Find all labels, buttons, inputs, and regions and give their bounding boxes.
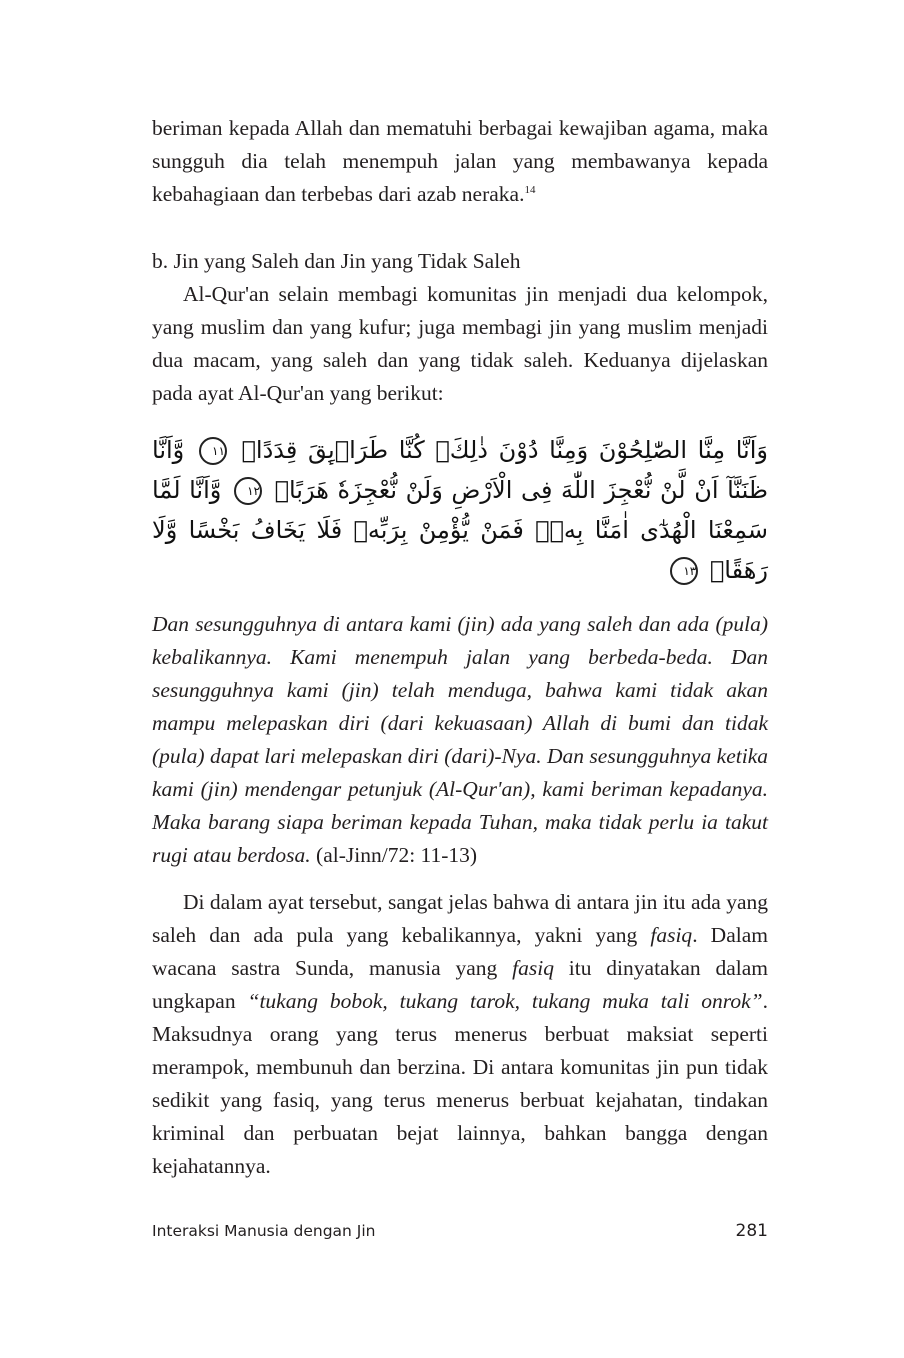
- verse-translation: [152, 608, 768, 872]
- section-paragraph: Al-Qur'an selain membagi komunitas jin menjadi dua kelompok, yang muslim dan yang kufur; juga membagi jin yang muslim menjadi dua macam, yang saleh dan yang tidak saleh. Keduanya dijelaskan pada ayat Al-Qur'an yang berikut:: [152, 282, 768, 405]
- intro-text: beriman kepada Allah dan mematuhi berbagai kewajiban agama, maka sungguh dia telah menempuh jalan yang membawanya kepada kebahagiaan dan terbebas dari azab neraka.: [152, 116, 768, 206]
- arabic-verse-13: وَّاَنَّا لَمَّا سَمِعْنَا الْهُدٰٓى اٰمَنَّا بِهٖۗ فَمَنْ يُّؤْمِنْ بِرَبِّهٖ فَلَا يَخَافُ بَخْسًا وَّلَا رَهَقًاۖ: [152, 476, 768, 584]
- section-heading: b. Jin yang Saleh dan Jin yang Tidak Saleh: [152, 249, 521, 273]
- body-part-3: itu dinyatakan dalam ungkapan: [152, 956, 768, 1013]
- arabic-verse-12: وَّاَنَّا ظَنَنَّآ اَنْ لَّنْ نُّعْجِزَ اللّٰهَ فِى الْاَرْضِ وَلَنْ نُّعْجِزَهٗ هَرَبًاۖ: [152, 436, 768, 504]
- body-part-1: Di dalam ayat tersebut, sangat jelas bahwa di antara jin itu ada yang saleh dan ada pula yang kebalikannya, yakni yang: [152, 890, 768, 947]
- body-part-2: . Dalam wacana sastra Sunda, manusia yang: [152, 923, 768, 980]
- footnote-ref[interactable]: 14: [524, 184, 536, 196]
- body-part-4: . Maksudnya orang yang terus menerus berbuat maksiat seperti merampok, membunuh dan berzina. Di antara komunitas jin pun tidak sedikit yang fasiq, yang terus menerus berbuat kejahatan, tindakan kriminal dan perbuatan bejat lainnya, bahkan bangga dengan kejahatannya.: [152, 989, 768, 1178]
- verse-citation: (al-Jinn/72: 11-13): [316, 843, 478, 867]
- ayah-marker-13: ١٣: [670, 557, 698, 585]
- page-number: 281: [735, 1221, 768, 1241]
- translation-text: Dan sesungguhnya di antara kami (jin) ada yang saleh dan ada (pula) kebalikannya. Kami menempuh jalan yang berbeda-beda. Dan sesungguhnya kami (jin) telah menduga, bahwa kami tidak akan mampu melepaskan diri (dari kekuasaan) Allah di bumi dan tidak (pula) dapat lari melepaskan diri (dari)-Nya. Dan sesungguhnya ketika kami (jin) mendengar petunjuk (Al-Qur'an), kami beriman kepadanya. Maka barang siapa beriman kepada Tuhan, maka tidak perlu ia takut rugi atau berdosa.: [152, 612, 768, 867]
- running-title: Interaksi Manusia dengan Jin: [152, 1222, 376, 1240]
- ayah-marker-12: ١٢: [234, 477, 262, 505]
- sundanese-quote: “tukang bobok, tukang tarok, tukang muka tali onrok”: [247, 989, 763, 1013]
- body-paragraph: [152, 886, 768, 1183]
- page-content: [152, 112, 768, 1183]
- term-fasiq-1: fasiq: [650, 923, 693, 947]
- page-footer: [152, 1221, 768, 1241]
- intro-paragraph: [152, 112, 768, 211]
- arabic-verses: [152, 430, 768, 590]
- ayah-marker-11: ١١: [199, 437, 227, 465]
- arabic-verse-11: وَاَنَّا مِنَّا الصّٰلِحُوْنَ وَمِنَّا دُوْنَ ذٰلِكَۗ كُنَّا طَرَاۤىِٕقَ قِدَدًاۙ: [241, 436, 768, 464]
- term-fasiq-2: fasiq: [512, 956, 554, 980]
